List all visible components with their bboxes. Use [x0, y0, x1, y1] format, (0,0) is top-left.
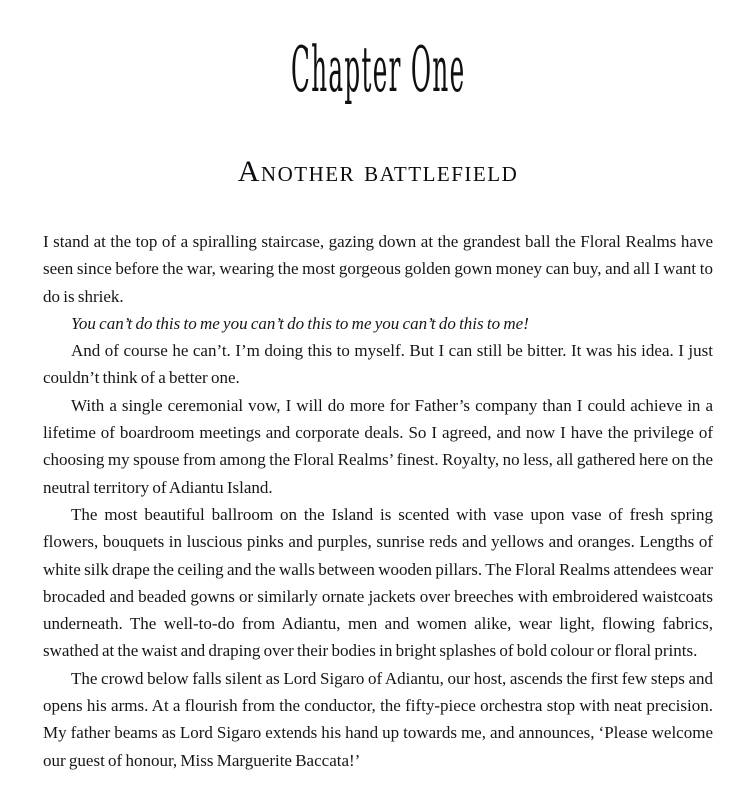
body-paragraph-inner-voice: You can’t do this to me you can’t do this to me you can’t do this to me!	[71, 313, 529, 333]
body-paragraph: The crowd below falls silent as Lord Sigaro of Adiantu, our host, ascends the first few steps and opens his arms. At a flourish from the conductor, the fifty-piece orchestra stop with neat precision. My father beams as Lord Sigaro extends his hand up towards me, and announces, ‘Please welcome our guest of honour, Miss Marguerite Baccata!’	[43, 668, 713, 770]
body-text	[43, 228, 713, 774]
body-paragraph: The most beautiful ballroom on the Island is scented with vase upon vase of fresh spring flowers, bouquets in luscious pinks and purples, sunrise reds and yellows and oranges. Lengths of white silk drape the ceiling and the walls between wooden pillars. The Floral Realms attendees wear brocaded and beaded gowns or similarly ornate jackets over breeches with embroidered waistcoats underneath. The well-to-do from Adiantu, men and women alike, wear light, flowing fabrics, swathed at the waist and draping over their bodies in bright splashes of bold colour or floral prints.	[43, 504, 713, 661]
chapter-title: Another battlefield	[237, 155, 519, 188]
body-paragraph: And of course he can’t. I’m doing this to myself. But I can still be bitter. It was his idea. I just couldn’t think of a better one.	[43, 341, 713, 388]
body-paragraph: I stand at the top of a spiralling staircase, gazing down at the grandest ball the Floral Realms have seen since before the war, wearing the most gorgeous golden gown money can buy, and all I want to do is shriek.	[43, 232, 713, 306]
chapter-heading-text: Chapter One	[290, 33, 466, 107]
body-paragraph: With a single ceremonial vow, I will do more for Father’s company than I could achieve in a lifetime of boardroom meetings and corporate deals. So I agreed, and now I have the privilege of choosing my spouse from among the Floral Realms’ finest. Royalty, no less, all gathered here on the neutral territory of Adiantu Island.	[43, 395, 713, 497]
chapter-heading	[0, 34, 756, 106]
